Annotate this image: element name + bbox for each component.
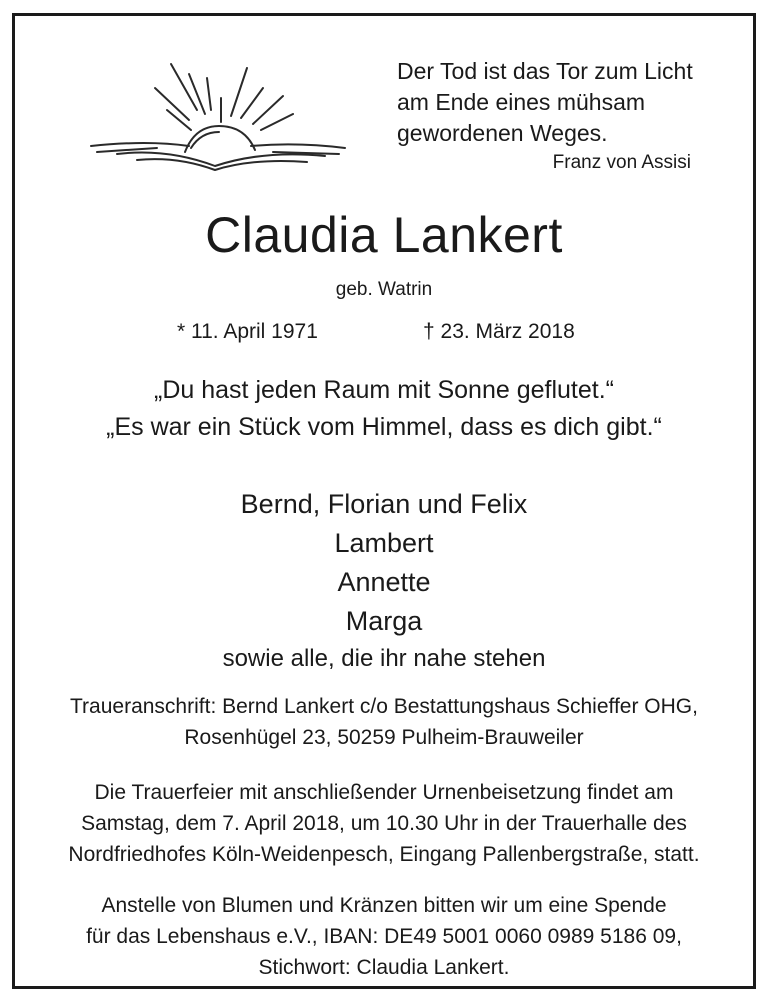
- service-line: Samstag, dem 7. April 2018, um 10.30 Uhr in der Trauerhalle des: [81, 812, 687, 835]
- service-line: Die Trauerfeier mit anschließender Urnenbeisetzung findet am: [94, 781, 674, 804]
- maiden-name: geb. Watrin: [335, 279, 433, 300]
- mourners-list: [15, 485, 753, 641]
- service-line: Nordfriedhofes Köln-Weidenpesch, Eingang Pallenbergstraße, statt.: [68, 843, 700, 866]
- mourner: Marga: [345, 606, 423, 636]
- donation-line: für das Lebenshaus e.V., IBAN: DE49 5001 0060 0989 5186 09,: [86, 925, 682, 948]
- donation-line: Anstelle von Blumen und Kränzen bitten wir um eine Spende: [101, 894, 667, 917]
- mourner: Bernd, Florian und Felix: [240, 489, 528, 519]
- verse: [15, 372, 753, 446]
- donation-line: Stichwort: Claudia Lankert.: [258, 956, 510, 979]
- address-line: Rosenhügel 23, 50259 Pulheim-Brauweiler: [184, 726, 584, 749]
- motto-author: Franz von Assisi: [552, 152, 691, 173]
- verse-line: „Du hast jeden Raum mit Sonne geflutet.“: [154, 376, 614, 404]
- mourner: Annette: [337, 567, 431, 597]
- motto-line: gewordenen Weges.: [397, 120, 608, 146]
- verse-line: „Es war ein Stück vom Himmel, dass es dich gibt.“: [106, 413, 662, 441]
- motto-quote: [397, 56, 737, 149]
- motto-line: am Ende eines mühsam: [397, 89, 646, 115]
- birth-date: * 11. April 1971: [177, 320, 318, 343]
- mourners-others: sowie alle, die ihr nahe stehen: [222, 645, 546, 672]
- mourner: Lambert: [334, 528, 434, 558]
- sunrise-over-book-icon: [77, 48, 357, 198]
- donation-info: [15, 890, 753, 983]
- motto-line: Der Tod ist das Tor zum Licht: [397, 58, 693, 84]
- address-line: Traueranschrift: Bernd Lankert c/o Bestattungshaus Schieffer OHG,: [70, 695, 698, 718]
- mourning-address: [15, 691, 753, 753]
- obituary-frame: [12, 13, 756, 989]
- deceased-name: Claudia Lankert: [205, 207, 563, 263]
- death-date: † 23. März 2018: [423, 320, 575, 343]
- funeral-service-info: [15, 777, 753, 870]
